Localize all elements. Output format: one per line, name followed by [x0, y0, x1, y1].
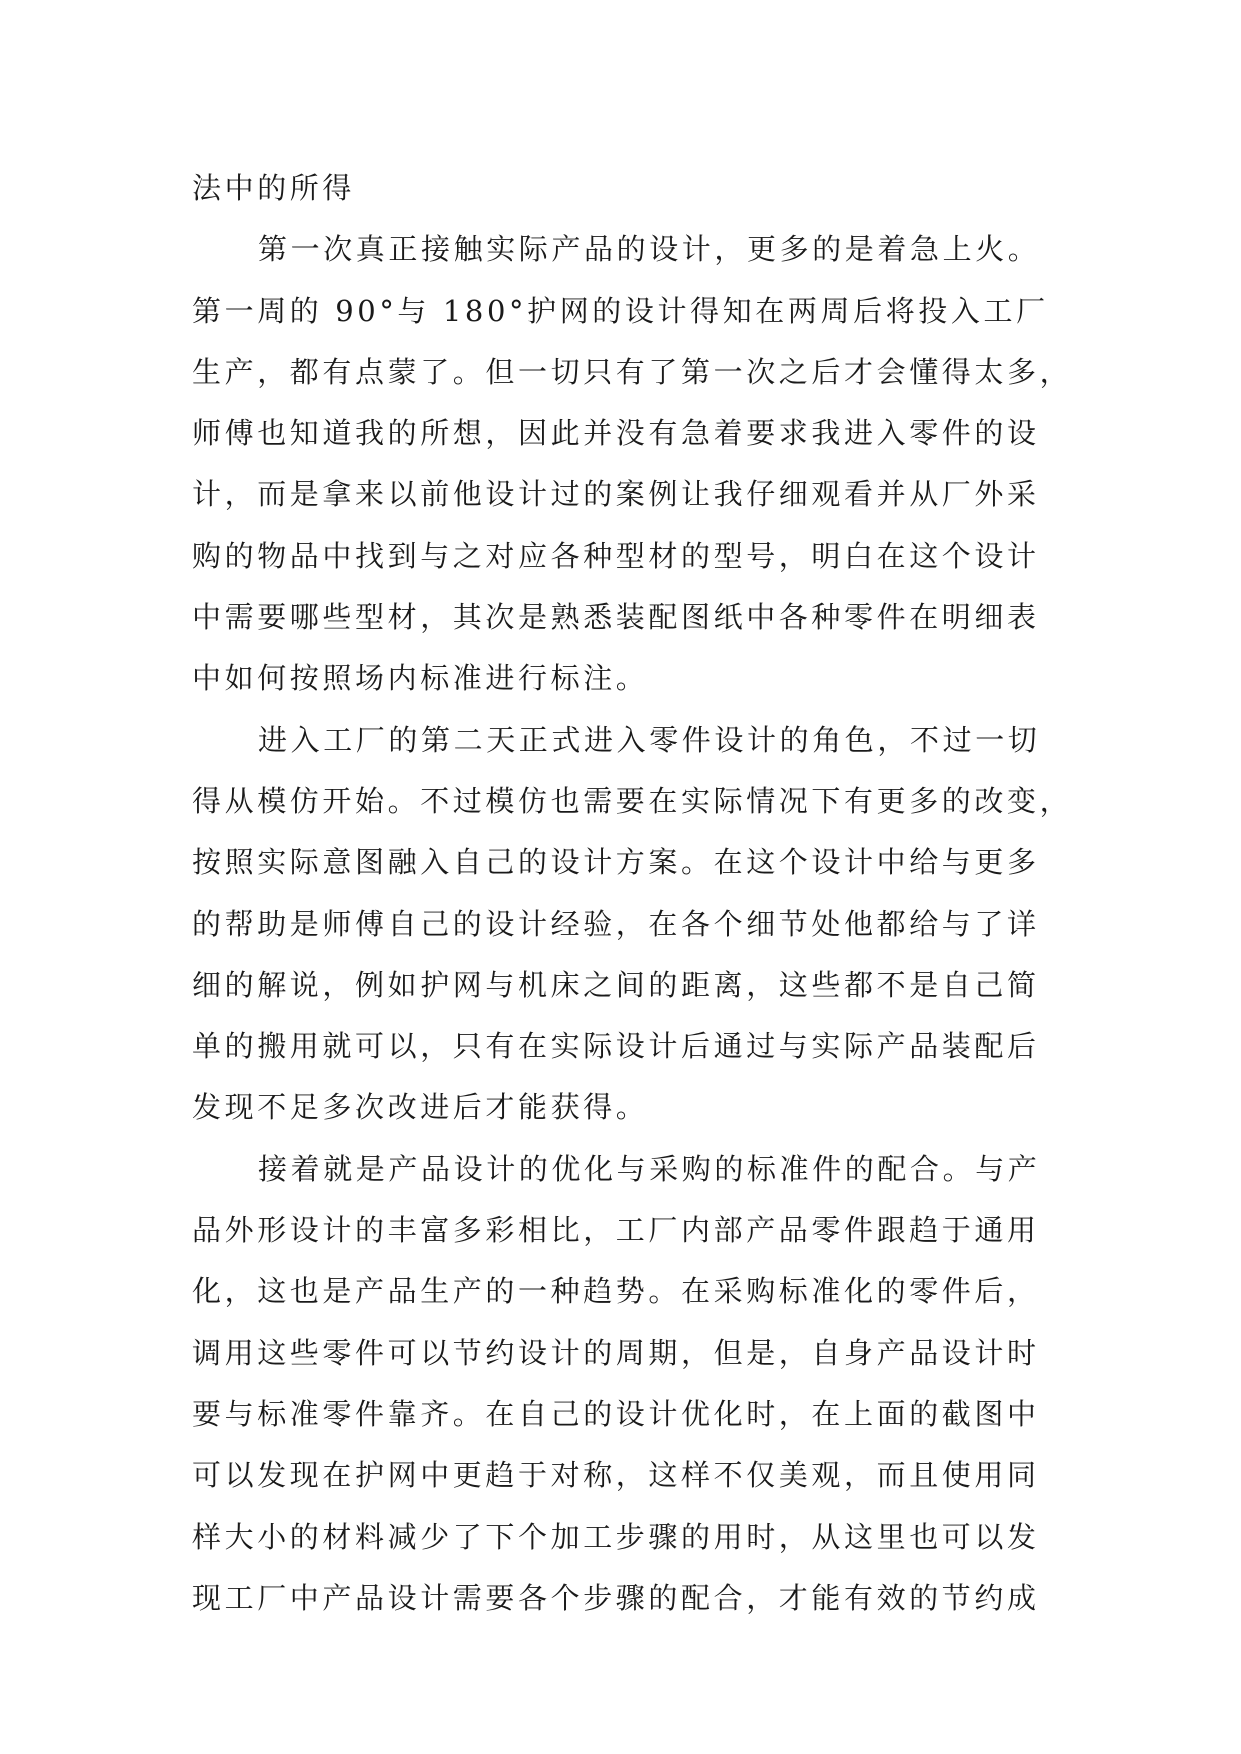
text-line: 单的搬用就可以，只有在实际设计后通过与实际产品装配后	[192, 1029, 1040, 1064]
text-line: 样大小的材料减少了下个加工步骤的用时，从这里也可以发	[192, 1519, 1040, 1554]
text-line: 得从模仿开始。不过模仿也需要在实际情况下有更多的改变，	[192, 783, 1073, 818]
paragraph-first-line: 第一次真正接触实际产品的设计，更多的是着急上火。	[258, 232, 1041, 267]
text-line: 细的解说，例如护网与机床之间的距离，这些都不是自己简	[192, 967, 1040, 1002]
text-line: 中需要哪些型材，其次是熟悉装配图纸中各种零件在明细表	[192, 600, 1040, 635]
paragraph-first-line: 接着就是产品设计的优化与采购的标准件的配合。与产	[258, 1151, 1041, 1186]
text-line: 中如何按照场内标准进行标注。	[192, 661, 649, 696]
text-line: 现工厂中产品设计需要各个步骤的配合，才能有效的节约成	[192, 1580, 1040, 1615]
paragraph-first-line: 进入工厂的第二天正式进入零件设计的角色，不过一切	[258, 722, 1041, 757]
text-line: 化，这也是产品生产的一种趋势。在采购标准化的零件后，	[192, 1274, 1040, 1309]
text-line: 调用这些零件可以节约设计的周期，但是，自身产品设计时	[192, 1335, 1040, 1370]
text-line: 师傅也知道我的所想，因此并没有急着要求我进入零件的设	[192, 416, 1040, 451]
text-line: 第一周的 90°与 180°护网的设计得知在两周后将投入工厂	[192, 293, 1049, 328]
document-body	[192, 158, 1073, 1629]
text-line: 计，而是拿来以前他设计过的案例让我仔细观看并从厂外采	[192, 477, 1040, 512]
text-line: 发现不足多次改进后才能获得。	[192, 1090, 649, 1125]
text-line: 品外形设计的丰富多彩相比，工厂内部产品零件跟趋于通用	[192, 1213, 1040, 1248]
text-line: 要与标准零件靠齐。在自己的设计优化时，在上面的截图中	[192, 1396, 1040, 1431]
text-line: 法中的所得	[192, 171, 356, 205]
text-line: 可以发现在护网中更趋于对称，这样不仅美观，而且使用同	[192, 1458, 1040, 1493]
text-line: 生产，都有点蒙了。但一切只有了第一次之后才会懂得太多，	[192, 354, 1073, 389]
text-line: 购的物品中找到与之对应各种型材的型号，明白在这个设计	[192, 538, 1040, 573]
text-line: 的帮助是师傅自己的设计经验，在各个细节处他都给与了详	[192, 906, 1040, 941]
text-line: 按照实际意图融入自己的设计方案。在这个设计中给与更多	[192, 845, 1040, 880]
